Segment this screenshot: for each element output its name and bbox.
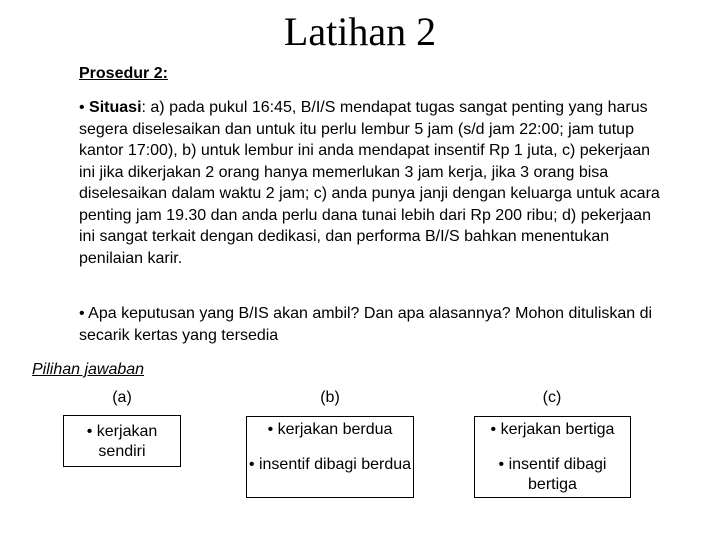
option-b-label: (b) (320, 389, 340, 406)
situation-lead: Situasi (89, 99, 142, 116)
option-b-item-2: • insentif dibagi berdua (248, 456, 412, 473)
option-a-box (63, 415, 181, 467)
option-c-label: (c) (542, 389, 562, 406)
option-a-label: (a) (112, 389, 132, 406)
situation-paragraph (79, 97, 669, 269)
procedure-heading: Prosedur 2: (79, 65, 168, 82)
situation-text: : a) pada pukul 16:45, B/I/S mendapat tugas sangat penting yang harus segera diselesaikan dan untuk itu perlu lembur 5 jam (s/d jam 22:00; jam tutup kantor 17:00), b) untuk lembur ini anda mendapat insentif Rp 1 juta, c) pekerjaan ini jika dikerjakan 2 orang hanya memerlukan 3 jam kerja, jika 3 orang bisa diselesaikan dalam waktu 2 jam; c) anda punya janji dengan keluarga untuk acara penting jam 19.30 dan anda perlu dana tunai lebih dari Rp 200 ribu; d) pekerjaan ini sangat terkait dengan dedikasi, dan performa B/I/S bahkan menentukan penilaian karir. (79, 99, 660, 267)
option-c-item-1: • kerjakan bertiga (490, 421, 615, 438)
option-c-box (474, 416, 631, 498)
situation-bullet: • (79, 99, 90, 116)
option-b-item-1: • kerjakan berdua (267, 421, 393, 438)
slide-title: Latihan 2 (283, 9, 437, 54)
option-c-item-2: • insentif dibagi bertiga (498, 456, 607, 493)
question-paragraph: • Apa keputusan yang B/IS akan ambil? Dan apa alasannya? Mohon dituliskan di secarik kertas yang tersedia (79, 305, 653, 344)
option-b-box (246, 416, 414, 498)
option-a-item: • kerjakan sendiri (86, 423, 158, 460)
answers-heading: Pilihan jawaban (32, 361, 145, 378)
